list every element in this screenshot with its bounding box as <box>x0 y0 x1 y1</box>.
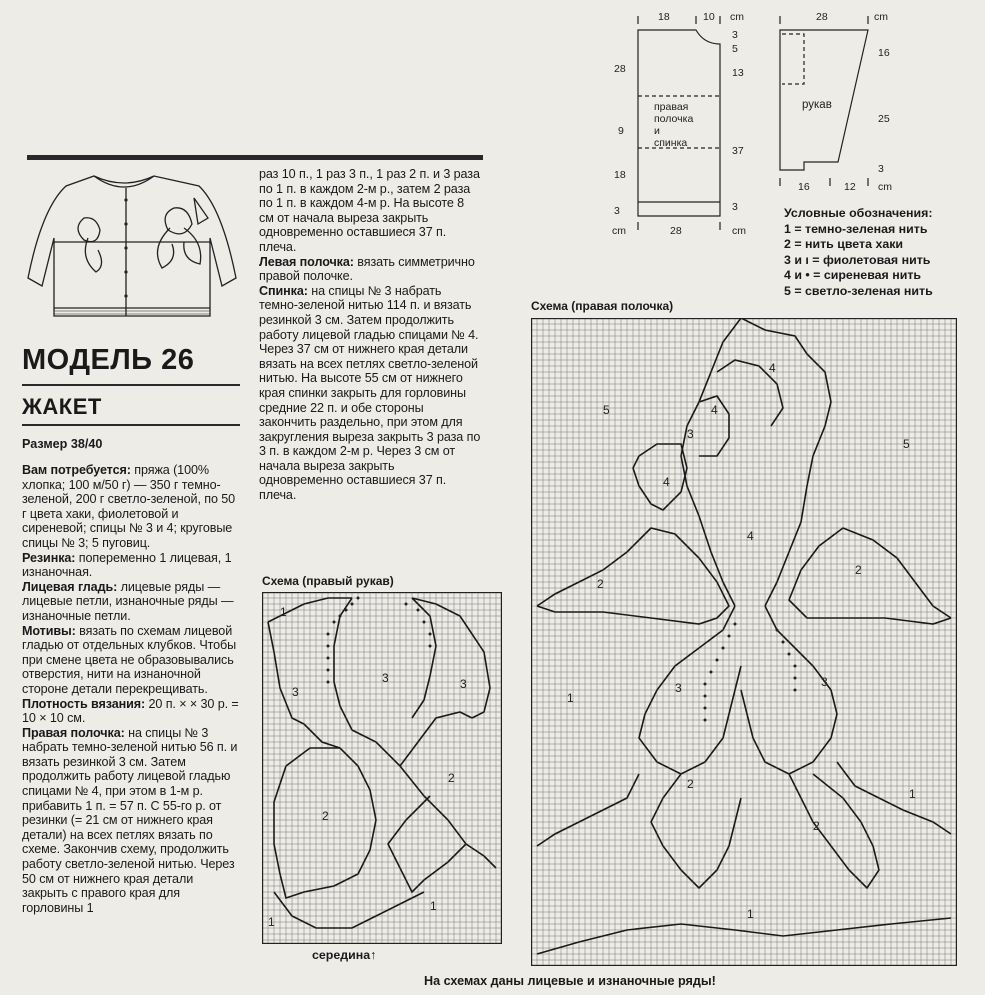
front-top-dim-1: 18 <box>658 11 670 23</box>
front-label-line-2: полочка <box>654 113 694 125</box>
front-left-dim-2: 9 <box>618 125 624 137</box>
legend-item: 2 = нить цвета хаки <box>784 237 904 252</box>
sleeve-top-cm: cm <box>874 11 888 23</box>
size-label: Размер 38/40 <box>22 437 103 451</box>
front-top-cm: cm <box>730 11 744 23</box>
chart-grid <box>531 318 957 966</box>
paragraph-back: Спинка: на спицы № 3 набрать темно-зеленой нитью 114 п. и вязать резинкой 3 см. Затем продолжить работу лицевой гладью спицами № 4. Через 37 см от нижнего края детали вязать на всех петлях светло-зеленой нитью. На высоте 55 см от нижнего края спинки закрыть для горловины средние 22 п. и обе стороны закончить раздельно, при этом для закругления выреза закрыть 3 раза по 3 п. в каждом 2-м р. Через 3 см от начала выреза закрыть одновременно оставшиеся 37 п. плеча. <box>259 283 481 503</box>
motif-number: 1 <box>268 915 275 929</box>
motif-number: 3 <box>687 427 694 441</box>
front-left-dim-3: 18 <box>614 169 626 181</box>
motif-number: 1 <box>280 605 287 619</box>
motif-number: 2 <box>448 771 455 785</box>
sleeve-chart-caption: Схема (правый рукав) <box>262 574 394 588</box>
front-left-dim-4: 3 <box>614 205 620 217</box>
front-left-dim-1: 28 <box>614 63 626 75</box>
paragraph-gauge: Плотность вязания: 20 п. × × 30 р. = 10 × 10 см. <box>22 696 239 726</box>
sleeve-label: рукав <box>802 99 832 111</box>
motif-number: 5 <box>603 403 610 417</box>
motif-number: 4 <box>663 475 670 489</box>
legend-item: 4 и • = сиреневая нить <box>784 268 921 283</box>
front-bottom-cm-right: cm <box>732 225 746 237</box>
legend-item: 5 = светло-зеленая нить <box>784 283 933 298</box>
motif-number: 1 <box>430 899 437 913</box>
model-title: МОДЕЛЬ 26 <box>22 344 195 376</box>
motif-number: 3 <box>460 677 467 691</box>
front-bottom-cm-left: cm <box>612 225 626 237</box>
paragraph-materials: Вам потребуется: пряжа (100% хлопка; 100 м/50 г) — 350 г темно-зеленой, 200 г светло-зеленой, по 50 г цвета хаки, фиолетовой и сиреневой; спицы № 3 и 4; круговые спицы № 3; 5 пуговиц. <box>22 463 236 550</box>
instructions-column-1 <box>22 463 240 915</box>
paragraph-left-front: Левая полочка: вязать симметрично правой полочке. <box>259 254 475 284</box>
paragraph-right-front: Правая полочка: на спицы № 3 набрать темно-зеленой нитью 56 п. и вязать резинкой 3 см. Затем продолжить работу лицевой гладью спицами № 4, при этом в 1-м р. прибавить 1 п. = 57 п. С 55-го р. от резинки (= 21 см от нижнего края детали) на всех петлях вязать по схеме. Закончив схему, продолжить работу светло-зеленой нитью. Через 50 см от нижнего края детали закрыть с правого края для горловины 1 <box>22 725 238 915</box>
front-label-line-1: правая <box>654 101 689 113</box>
sleeve-top-dim: 28 <box>816 11 828 23</box>
legend-item: 1 = темно-зеленая нить <box>784 221 928 236</box>
motif-number: 2 <box>813 819 820 833</box>
motif-number: 3 <box>821 675 828 689</box>
front-back-pattern-diagram <box>606 4 766 240</box>
motif-number: 3 <box>382 671 389 685</box>
front-right-dim-1: 3 <box>732 29 738 41</box>
front-right-dim-3: 13 <box>732 67 744 79</box>
motif-number: 2 <box>687 777 694 791</box>
sleeve-bottom-dim-1: 16 <box>798 181 810 193</box>
motif-number: 3 <box>675 681 682 695</box>
motif-number: 3 <box>292 685 299 699</box>
paragraph-motifs: Мотивы: вязать по схемам лицевой гладью от отдельных клубков. Чтобы при смене цвета не образовывались отверстия, нити на изнаночной стороне детали перекрещивать. <box>22 623 237 696</box>
motif-number: 2 <box>855 563 862 577</box>
sleeve-chart <box>262 592 502 944</box>
front-label-line-3: и <box>654 125 660 137</box>
front-right-dim-2: 5 <box>732 43 738 55</box>
sleeve-right-dim-1: 16 <box>878 47 890 59</box>
sleeve-pattern-diagram <box>770 4 930 194</box>
front-right-dim-4: 37 <box>732 145 744 157</box>
header-rule <box>27 155 483 160</box>
paragraph-neckline-continued: раз 10 п., 1 раз 3 п., 1 раз 2 п. и 3 раза по 1 п. в каждом 2-м р., затем 2 раза по 1 п. в каждом 4-м р. На высоте 8 см от начала выреза закрыть одновременно оставшиеся 37 п. плеча. <box>259 167 480 254</box>
sleeve-right-dim-2: 25 <box>878 113 890 125</box>
front-top-dim-2: 10 <box>703 11 715 23</box>
front-label-line-4: спинка <box>654 137 688 149</box>
arrow-up-icon: ↑ <box>370 948 377 962</box>
front-bottom-dim: 28 <box>670 225 682 237</box>
symbol-legend <box>784 206 933 300</box>
chart-grid <box>262 592 502 944</box>
title-rule <box>22 384 240 386</box>
paragraph-stockinette: Лицевая гладь: лицевые ряды — лицевые петли, изнаночные ряды — изнаночные петли. <box>22 579 234 623</box>
sleeve-bottom-cm: cm <box>878 181 892 193</box>
jacket-sketch <box>24 168 242 338</box>
motif-number: 5 <box>903 437 910 451</box>
front-chart-caption: Схема (правая полочка) <box>531 299 674 313</box>
front-chart <box>531 318 957 966</box>
legend-title: Условные обозначения: <box>784 206 933 220</box>
motif-number: 1 <box>909 787 916 801</box>
motif-number: 4 <box>711 403 718 417</box>
paragraph-rib: Резинка: попеременно 1 лицевая, 1 изнаночная. <box>22 550 232 580</box>
middle-marker-label: середина↑ <box>312 948 377 962</box>
motif-number: 1 <box>567 691 574 705</box>
motif-number: 4 <box>769 361 776 375</box>
instructions-column-2 <box>259 167 481 503</box>
motif-number: 4 <box>747 529 754 543</box>
motif-number: 1 <box>747 907 754 921</box>
motif-number: 2 <box>597 577 604 591</box>
garment-rule <box>22 424 240 426</box>
motif-number: 2 <box>322 809 329 823</box>
legend-item: 3 и ı = фиолетовая нить <box>784 252 931 267</box>
front-right-dim-5: 3 <box>732 201 738 213</box>
garment-title: ЖАКЕТ <box>22 394 102 419</box>
sleeve-right-dim-3: 3 <box>878 163 884 175</box>
footer-note: На схемах даны лицевые и изнаночные ряды! <box>424 974 716 988</box>
sleeve-bottom-dim-2: 12 <box>844 181 856 193</box>
